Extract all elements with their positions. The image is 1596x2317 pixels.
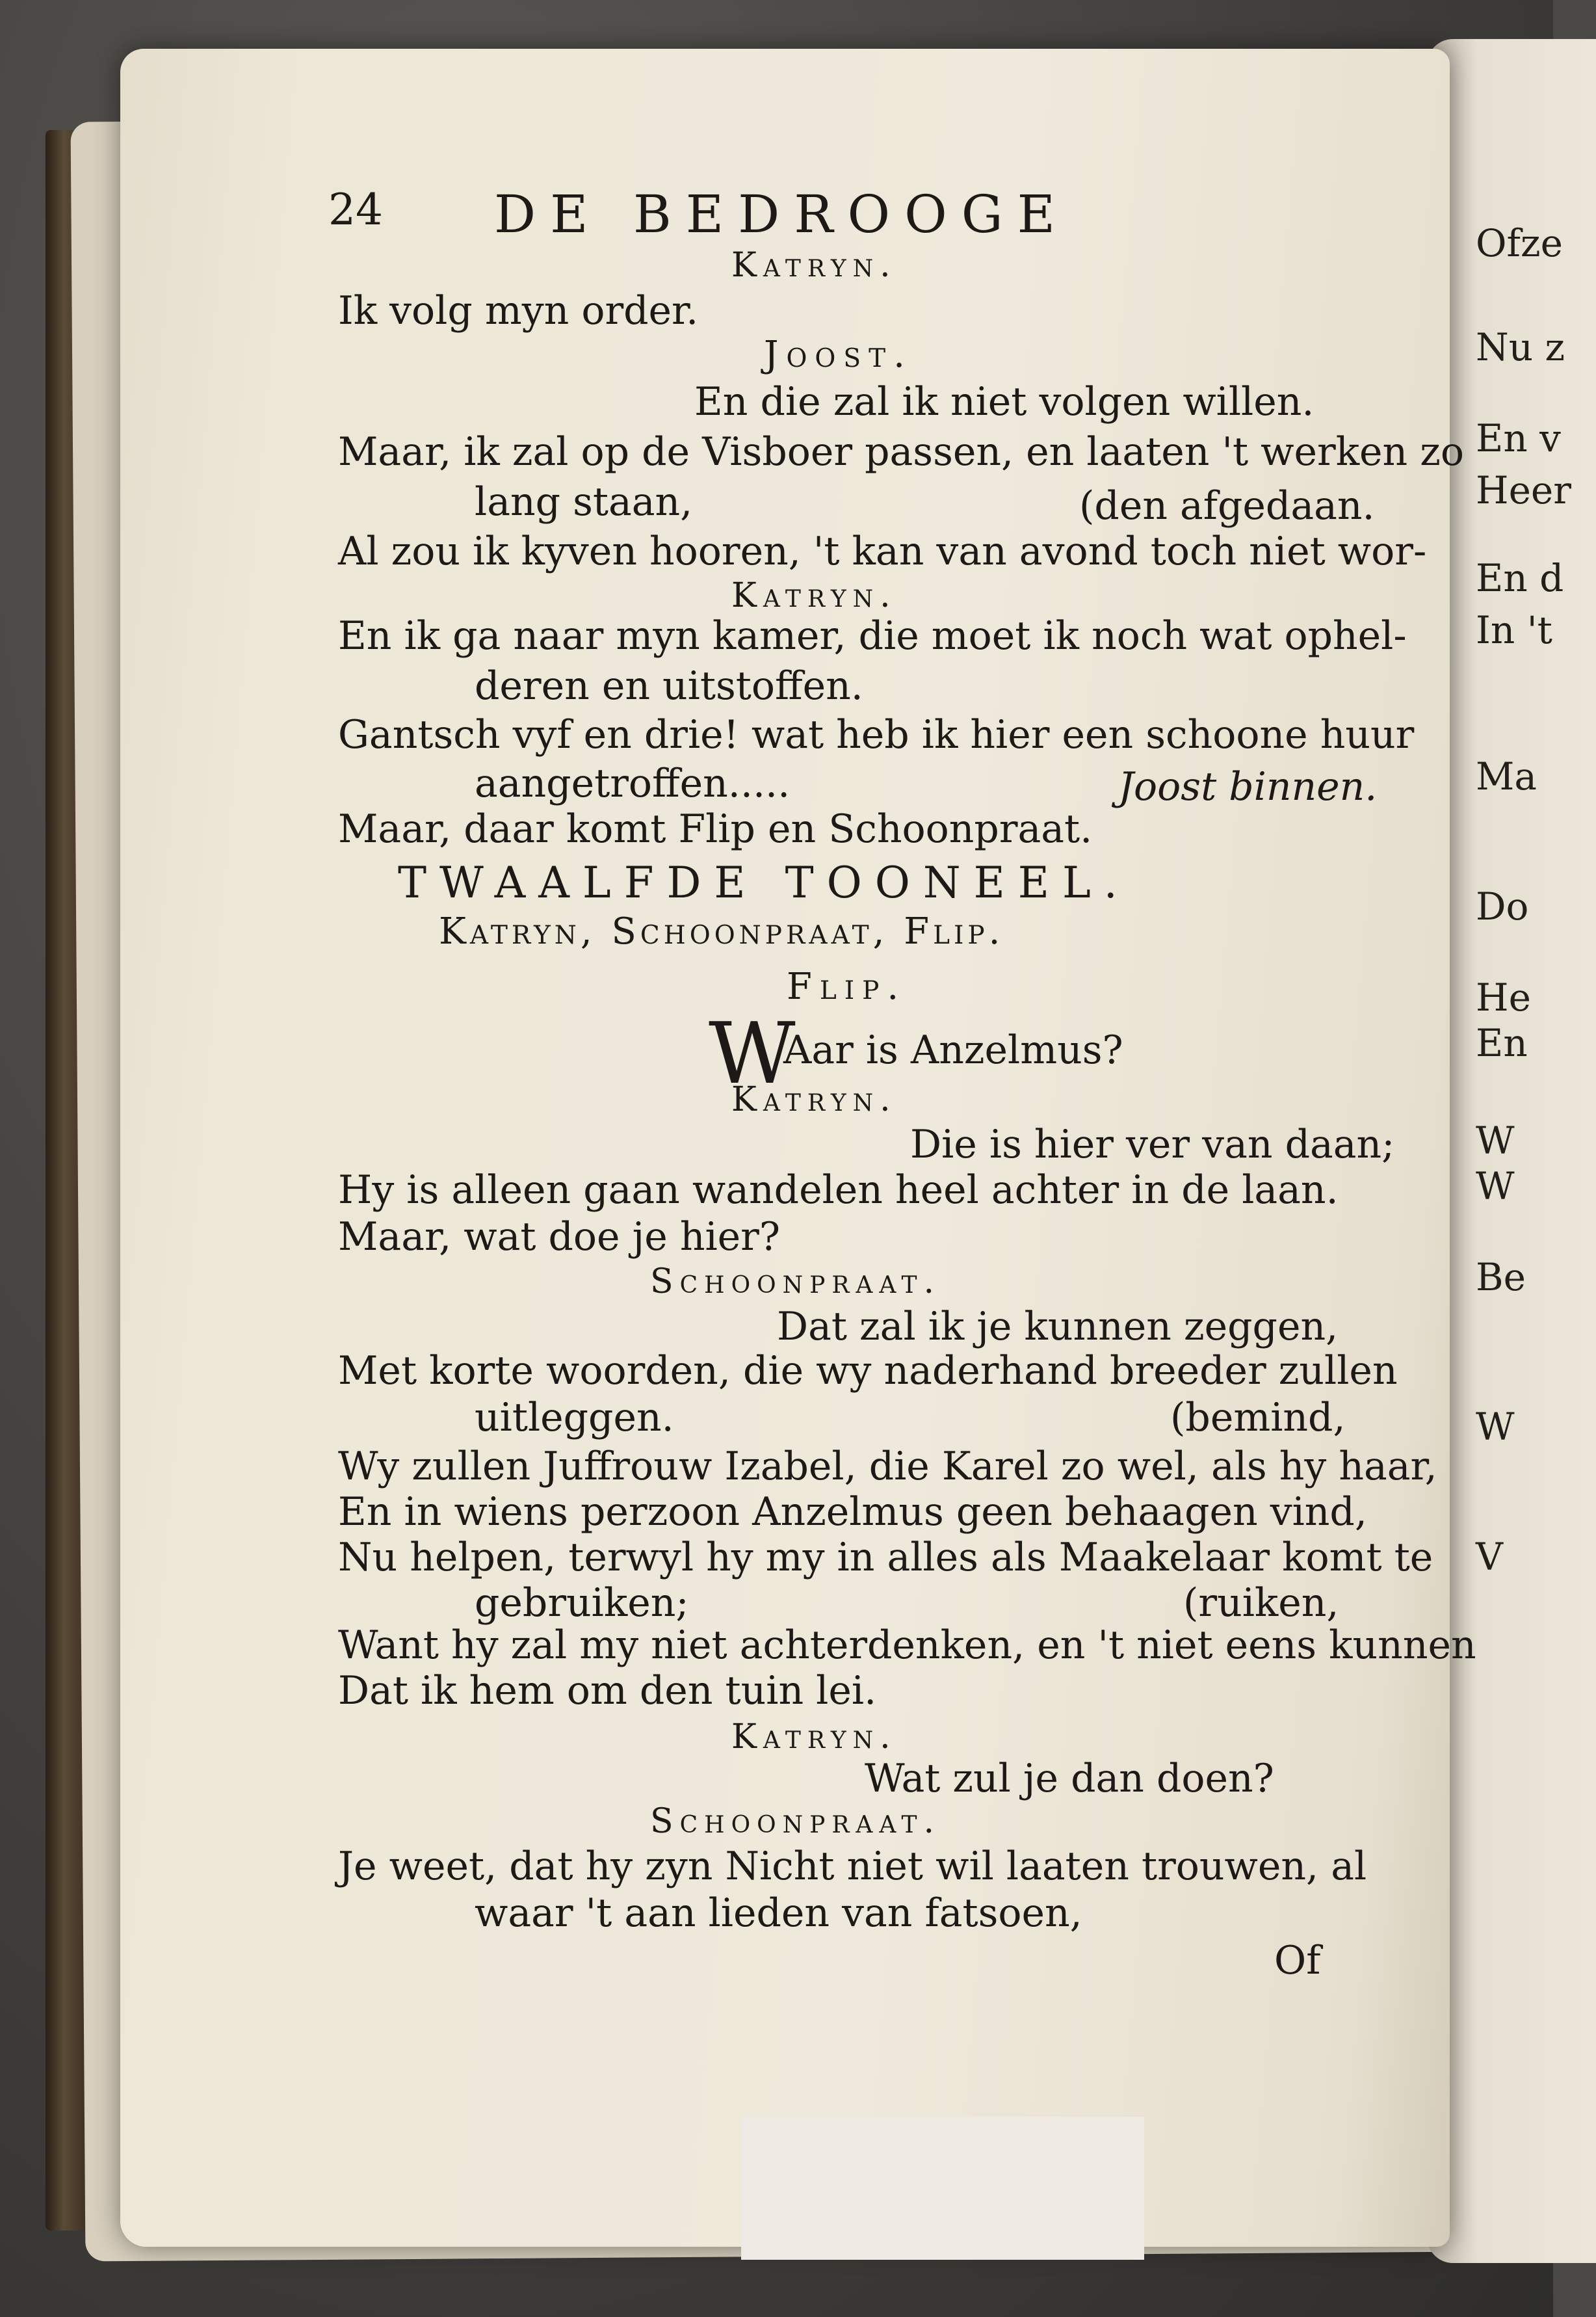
text-line: Joost. (764, 334, 913, 376)
text-line: En in wiens perzoon Anzelmus geen behaagen vind, (338, 1489, 1367, 1535)
text-line: Katryn, Schoonpraat, Flip. (439, 910, 1004, 953)
text-line: Wat zul je dan doen? (865, 1756, 1274, 1801)
text-line: uitleggen. (475, 1395, 674, 1440)
drop-cap: W (709, 1004, 796, 1103)
catchword: Of (1274, 1938, 1321, 1983)
text-line: (ruiken, (1183, 1580, 1339, 1626)
facing-page-fragment: V (1476, 1535, 1503, 1579)
text-line: (den afgedaan. (1079, 483, 1375, 529)
facing-page-fragment: W (1476, 1119, 1515, 1163)
text-line: Dat zal ik je kunnen zeggen, (777, 1304, 1339, 1349)
facing-page-fragment: Ma (1476, 754, 1537, 799)
text-line: Al zou ik kyven hooren, 't kan van avond toch niet wor- (338, 529, 1427, 574)
facing-page-fragment: En d (1476, 556, 1564, 600)
text-line: Maar, ik zal op de Visboer passen, en laaten 't werken zo (338, 429, 1465, 475)
text-line: lang staan, (475, 479, 693, 525)
text-line: Katryn. (731, 246, 897, 285)
text-line: Met korte woorden, die wy naderhand breeder zullen (338, 1348, 1398, 1394)
facing-page-fragment: Nu z (1476, 325, 1565, 369)
text-line: Wy zullen Juffrouw Izabel, die Karel zo wel, als hy haar, (338, 1444, 1437, 1489)
text-line: Die is hier ver van daan; (910, 1122, 1395, 1167)
facing-page-fragment: Be (1476, 1255, 1526, 1299)
text-line: gebruiken; (475, 1580, 689, 1626)
text-line: Schoonpraat. (650, 1262, 941, 1301)
paper-tab (741, 2117, 1144, 2260)
text-line: Gantsch vyf en drie! wat heb ik hier een schoone huur (338, 712, 1415, 758)
facing-page-fragment: W (1476, 1405, 1515, 1449)
text-line: Flip. (787, 966, 907, 1008)
text-line: TWAALFDE TOONEEL. (398, 858, 1131, 908)
text-line: Want hy zal my niet achterdenken, en 't niet eens kunnen (338, 1622, 1476, 1668)
text-line: Dat ik hem om den tuin lei. (338, 1668, 877, 1714)
text-line: Katryn. (731, 576, 897, 615)
page-number: 24 (328, 185, 383, 235)
facing-page-fragment: He (1476, 975, 1531, 1020)
text-line: aangetroffen..... (475, 761, 791, 806)
text-line: Joost binnen. (1118, 764, 1378, 810)
text-line: Schoonpraat. (650, 1802, 941, 1841)
text-line: Aar is Anzelmus? (783, 1027, 1123, 1073)
facing-page-fragment: W (1476, 1164, 1515, 1208)
text-line: Nu helpen, terwyl hy my in alles als Maakelaar komt te (338, 1535, 1433, 1580)
facing-page-fragment: Do (1476, 884, 1529, 929)
facing-page-fragment: Heer (1476, 468, 1571, 512)
text-line: waar 't aan lieden van fatsoen, (475, 1890, 1082, 1936)
text-line: (bemind, (1170, 1395, 1346, 1440)
text-line: Katryn. (731, 1080, 897, 1119)
text-line: deren en uitstoffen. (475, 663, 863, 709)
text-line: En ik ga naar myn kamer, die moet ik noch wat ophel- (338, 613, 1407, 659)
text-line: En die zal ik niet volgen willen. (694, 379, 1315, 425)
facing-page-fragment: En v (1476, 416, 1561, 460)
running-head: DE BEDROOGE (494, 184, 1070, 245)
text-line: Katryn. (731, 1717, 897, 1756)
text-line: Maar, daar komt Flip en Schoonpraat. (338, 806, 1093, 852)
facing-page-fragment: En (1476, 1021, 1528, 1065)
text-line: Ik volg myn order. (338, 288, 699, 334)
facing-page-fragment: Ofze (1476, 221, 1563, 265)
text-line: Je weet, dat hy zyn Nicht niet wil laaten trouwen, al (338, 1844, 1367, 1889)
text-line: Hy is alleen gaan wandelen heel achter in de laan. (338, 1167, 1339, 1213)
facing-page-fragment: In 't (1476, 608, 1552, 652)
text-line: Maar, wat doe je hier? (338, 1214, 781, 1260)
